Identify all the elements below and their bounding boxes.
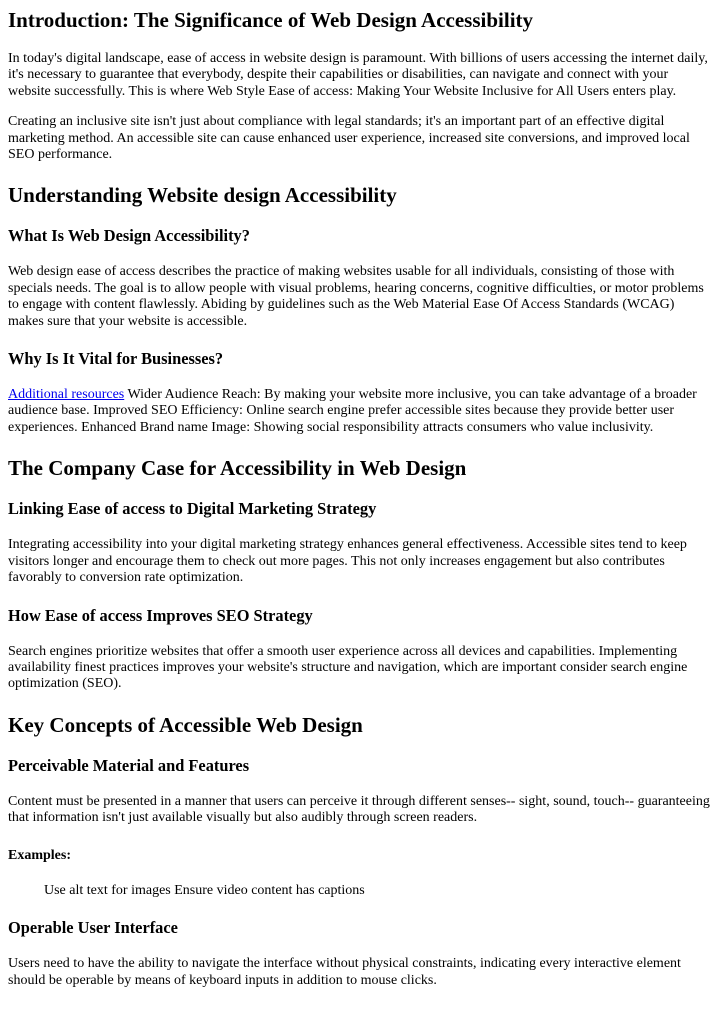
understanding-heading: Understanding Website design Accessibility bbox=[8, 183, 397, 208]
examples-list: Use alt text for images Ensure video content has captions bbox=[44, 882, 365, 898]
key-concepts-heading: Key Concepts of Accessible Web Design bbox=[8, 712, 363, 737]
intro-heading: Introduction: The Significance of Web Design Accessibility bbox=[8, 8, 534, 32]
business-case-heading: The Company Case for Accessibility in Web Design bbox=[8, 456, 467, 481]
additional-resources-link[interactable]: Additional resources bbox=[8, 387, 125, 403]
why-vital-heading: Why Is It Vital for Businesses? bbox=[8, 349, 224, 369]
article bbox=[0, 8, 720, 989]
linking-paragraph: Integrating accessibility into your digital marketing strategy enhances general effectiveness. Accessible sites tend to keep visitors longer and encourage them to check out more pages. This not only increases engagement but also contributes favorably to conversion rate optimization. bbox=[8, 537, 687, 586]
intro-paragraph-1: In today's digital landscape, ease of access in website design is paramount. With billions of users accessing the internet daily, it's necessary to guarantee that everybody, despite their capabilities or disabilities, can navigate and connect with your website successfully. This is where Web Style Ease of access: Making Your Website Inclusive for All Users enters play. bbox=[8, 51, 708, 99]
why-vital-paragraph bbox=[8, 387, 712, 436]
perceivable-paragraph: Content must be presented in a manner that users can perceive it through different senses-- sight, sound, touch-- guaranteeing that information isn't just available visually but also audibly through screen readers. bbox=[8, 793, 710, 826]
seo-paragraph: Search engines prioritize websites that offer a smooth user experience across all devices and capabilities. Implementing availability finest practices improves your website's structure and navigation, which are important consider search engine optimization (SEO). bbox=[8, 643, 688, 692]
intro-paragraph-2: Creating an inclusive site isn't just about compliance with legal standards; it's an important part of an effective digital marketing method. An accessible site can cause enhanced user experience, increased site conversions, and improved local SEO performance. bbox=[8, 114, 690, 163]
what-is-heading: What Is Web Design Accessibility? bbox=[8, 226, 250, 246]
perceivable-heading: Perceivable Material and Features bbox=[8, 755, 250, 775]
examples-heading: Examples: bbox=[8, 847, 71, 863]
operable-heading: Operable User Interface bbox=[8, 918, 178, 938]
linking-heading: Linking Ease of access to Digital Marketing Strategy bbox=[8, 499, 377, 519]
seo-heading: How Ease of access Improves SEO Strategy bbox=[8, 605, 313, 625]
why-vital-text: Wider Audience Reach: By making your website more inclusive, you can take advantage of a broader audience base. Improved SEO Efficiency: Online search engine prefer accessible sites because they provide better user experiences. Enhanced Brand name Image: Showing social responsibility attracts consumers who value inclusivity. bbox=[8, 387, 697, 435]
operable-paragraph: Users need to have the ability to navigate the interface without physical constraints, indicating every interactive element should be operable by means of keyboard inputs in addition to mouse clicks. bbox=[8, 956, 681, 988]
what-is-paragraph: Web design ease of access describes the practice of making websites usable for all individuals, consisting of those with specials needs. The goal is to allow people with visual problems, hearing concerns, cognitive difficulties, or motor problems to engage with content flawlessly. Abiding by guidelines such as the Web Material Ease Of Access Standards (WCAG) makes sure that your website is accessible. bbox=[8, 264, 704, 329]
